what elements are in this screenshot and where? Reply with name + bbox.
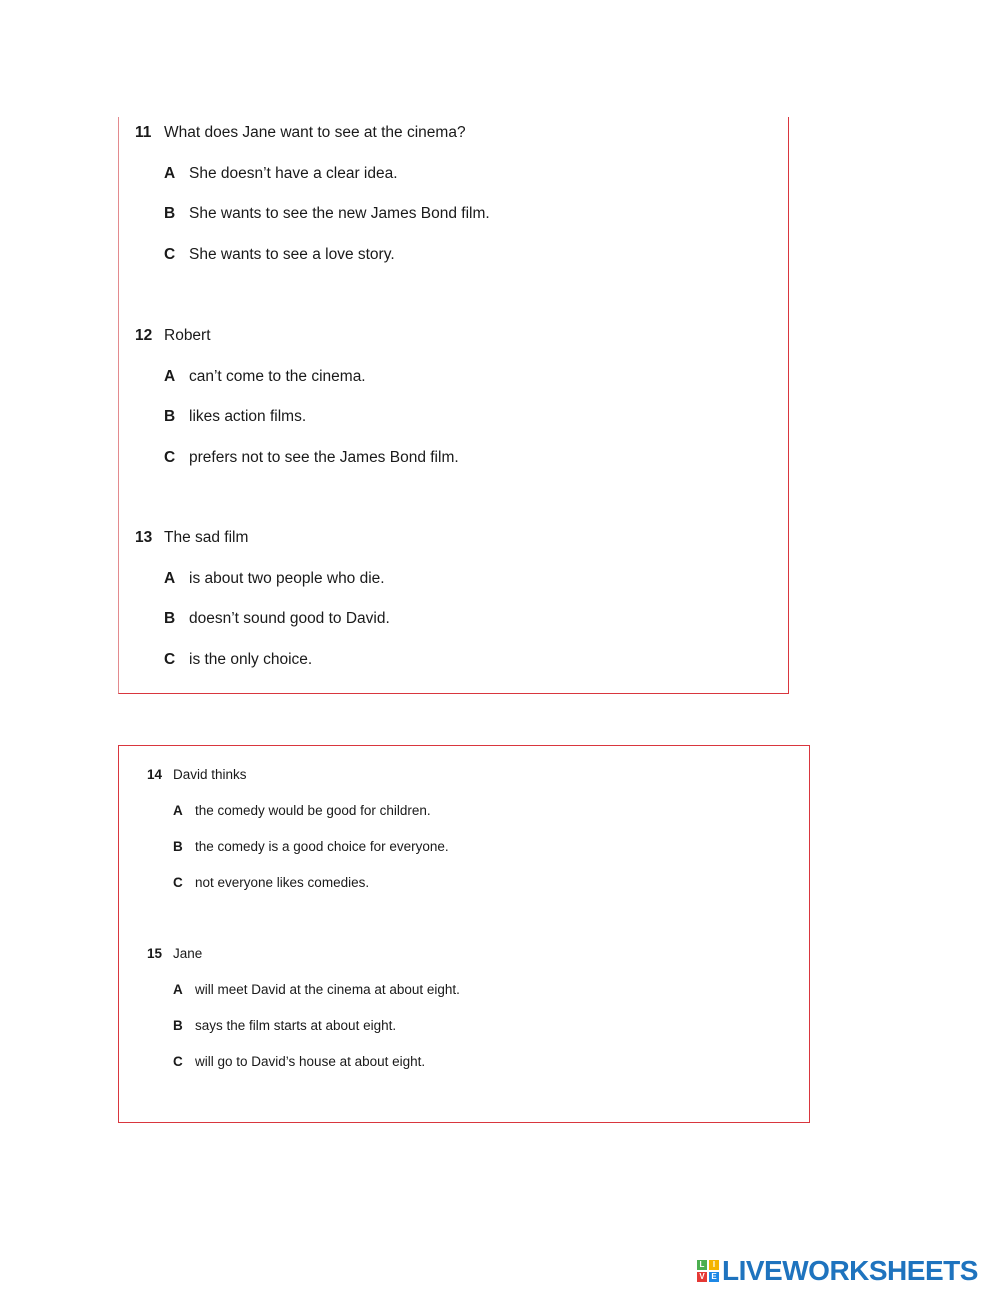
option-letter: B	[164, 610, 176, 627]
option-c[interactable]	[119, 650, 788, 670]
option-c[interactable]	[119, 1053, 809, 1071]
question-12	[119, 326, 788, 468]
option-letter: B	[173, 1018, 183, 1033]
option-b[interactable]	[119, 204, 788, 224]
option-text: is the only choice.	[189, 650, 313, 668]
option-text: the comedy would be good for children.	[195, 803, 431, 818]
question-text: Jane	[173, 946, 203, 961]
option-letter: C	[173, 875, 183, 890]
option-a[interactable]	[119, 367, 788, 387]
option-letter: B	[164, 408, 176, 425]
question-15	[119, 945, 809, 1071]
option-text: not everyone likes comedies.	[195, 875, 370, 890]
option-text: says the film starts at about eight.	[195, 1018, 397, 1033]
question-13	[119, 528, 788, 670]
logo-mark-tile: L	[697, 1260, 707, 1270]
option-letter: B	[164, 205, 176, 222]
option-text: is about two people who die.	[189, 569, 385, 587]
option-letter: A	[173, 803, 183, 818]
option-text: She wants to see the new James Bond film.	[189, 205, 490, 222]
option-letter: C	[173, 1054, 183, 1069]
option-a[interactable]	[119, 164, 788, 184]
option-letter: C	[164, 245, 176, 263]
question-14	[119, 766, 809, 892]
option-b[interactable]	[119, 1017, 809, 1035]
logo-mark-tile: I	[709, 1260, 719, 1270]
option-c[interactable]	[119, 448, 788, 468]
option-b[interactable]	[119, 838, 809, 856]
option-c[interactable]	[119, 874, 809, 892]
question-number: 12	[135, 327, 153, 344]
logo-mark-icon	[697, 1260, 719, 1282]
logo-mark-tile: E	[709, 1272, 719, 1282]
question-row	[119, 326, 788, 346]
option-letter: A	[164, 164, 176, 182]
option-a[interactable]	[119, 569, 788, 589]
option-text: likes action films.	[189, 408, 307, 425]
option-letter: B	[173, 839, 183, 854]
option-text: She wants to see a love story.	[189, 245, 395, 263]
question-row	[119, 528, 788, 548]
option-letter: A	[173, 982, 183, 997]
question-row	[119, 945, 809, 963]
option-c[interactable]	[119, 245, 788, 265]
option-text: the comedy is a good choice for everyone.	[195, 839, 449, 854]
liveworksheets-logo	[697, 1256, 978, 1286]
option-text: will meet David at the cinema at about eight.	[195, 982, 460, 997]
option-text: prefers not to see the James Bond film.	[189, 448, 459, 466]
question-box-1	[118, 117, 789, 694]
option-text: will go to David’s house at about eight.	[195, 1054, 426, 1069]
option-letter: A	[164, 569, 176, 587]
question-number: 13	[135, 529, 153, 546]
question-row	[119, 123, 788, 143]
option-letter: A	[164, 367, 176, 385]
logo-mark-tile: V	[697, 1272, 707, 1282]
logo-text: LIVEWORKSHEETS	[722, 1255, 978, 1286]
question-11	[119, 123, 788, 265]
question-text: Robert	[164, 327, 211, 344]
option-text: can’t come to the cinema.	[189, 367, 366, 385]
question-number: 11	[135, 124, 152, 141]
option-text: doesn’t sound good to David.	[189, 610, 390, 627]
question-number: 15	[147, 946, 163, 961]
option-a[interactable]	[119, 802, 809, 820]
question-number: 14	[147, 767, 163, 782]
question-box-2	[118, 745, 810, 1123]
option-letter: C	[164, 448, 176, 466]
option-b[interactable]	[119, 407, 788, 427]
option-a[interactable]	[119, 981, 809, 999]
option-b[interactable]	[119, 609, 788, 629]
question-text: David thinks	[173, 767, 247, 782]
option-letter: C	[164, 650, 176, 668]
question-text: The sad film	[164, 529, 249, 546]
option-text: She doesn’t have a clear idea.	[189, 164, 398, 182]
question-text: What does Jane want to see at the cinema?	[164, 124, 466, 141]
question-row	[119, 766, 809, 784]
